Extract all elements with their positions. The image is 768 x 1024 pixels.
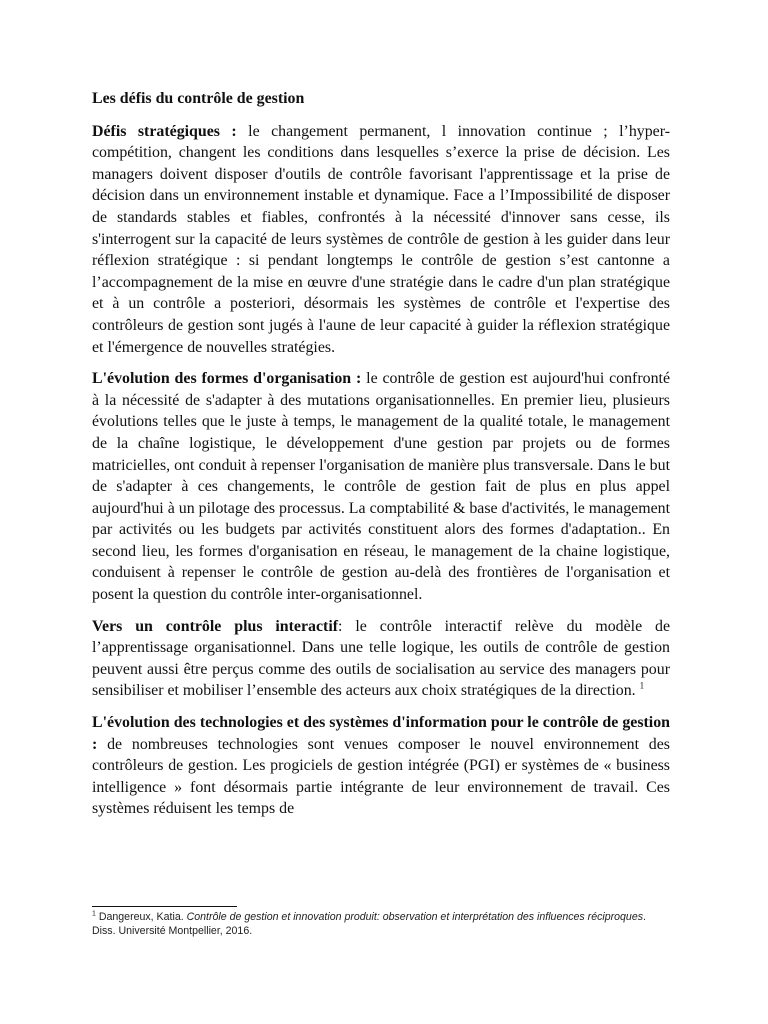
- footnote-author: Dangereux, Katia.: [95, 911, 187, 923]
- paragraph-text: le changement permanent, l innovation continue ; l’hyper-compétition, changent les conditions dans lesquelles s’exerce la prise de décision. Les managers doivent disposer d'outils de contrôle favorisant l'apprentissage et la prise de décision dans un environnement instable et dynamique. Face a l’Impossibilité de disposer de standards stables et fiables, confrontés à la nécessité d'innover sans cesse, ils s'interrogent sur la capacité de leurs systèmes de contrôle de gestion à les guider dans leur réflexion stratégique : si pendant longtemps le contrôle de gestion s’est cantonne a l’accompagnement de la mise en œuvre d'une stratégie dans le cadre d'un plan stratégique et à un contrôle a posteriori, désormais les systèmes de contrôle et l'expertise des contrôleurs de gestion sont jugés à l'aune de leur capacité à guider la réflexion stratégique et l'émergence de nouvelles stratégies.: [92, 122, 670, 356]
- paragraph-lead: Défis stratégiques :: [92, 122, 237, 140]
- paragraph-strategic-challenges: [92, 121, 670, 359]
- paragraph-text: le contrôle de gestion est aujourd'hui confronté à la nécessité de s'adapter à des mutations organisationnelles. En premier lieu, plusieurs évolutions telles que le juste à temps, le management de la qualité totale, le management de la chaîne logistique, le développement d'une gestion par projets ou de formes matricielles, ont conduit à repenser l'organisation de manière plus transversale. Dans le but de s'adapter à ces changements, le contrôle de gestion fait de plus en plus appel aujourd'hui à un pilotage des processus. La comptabilité & base d'activités, le management par activités ou les budgets par activités constituent alors des formes d'adaptation.. En second lieu, les formes d'organisation en réseau, le management de la chaine logistique, conduisent à repenser le contrôle de gestion au-delà des frontières de l'organisation et posent la question du contrôle inter-organisationnel.: [92, 370, 670, 604]
- paragraph-text: : le contrôle interactif relève du modèle de l’apprentissage organisationnel. Dans une telle logique, les outils de contrôle de gestion peuvent aussi être perçus comme des outils de socialisation au service des managers pour sensibiliser et mobiliser l’ensemble des acteurs aux choix stratégiques de la direction.: [92, 617, 671, 700]
- paragraph-information-systems: [92, 712, 670, 820]
- paragraph-interactive-control: [92, 616, 670, 702]
- footnote: [92, 910, 670, 938]
- page-title: Les défis du contrôle de gestion: [92, 90, 305, 107]
- footnote-divider: [92, 906, 237, 907]
- paragraph-lead: L'évolution des technologies et des systèmes d'information pour le contrôle de gestion :: [92, 714, 670, 753]
- paragraph-organisation-forms: [92, 368, 670, 606]
- footnote-work-title: Contrôle de gestion et innovation produit: observation et interprétation des influences réciproques: [186, 911, 644, 923]
- footnote-publication: . Diss. Université Montpellier, 2016.: [92, 911, 646, 937]
- paragraph-text: de nombreuses technologies sont venues composer le nouvel environnement des contrôleurs de gestion. Les progiciels de gestion intégrée (PGI) er systèmes de « business intelligence » font désormais partie intégrante de leur environnement de travail. Ces systèmes réduisent les temps de: [92, 735, 670, 818]
- paragraph-lead: L'évolution des formes d'organisation :: [92, 370, 362, 388]
- document-body: [92, 88, 670, 830]
- footnote-reference[interactable]: 1: [639, 681, 645, 692]
- footnote-number: 1: [92, 910, 96, 918]
- paragraph-lead: Vers un contrôle plus interactif: [92, 617, 339, 635]
